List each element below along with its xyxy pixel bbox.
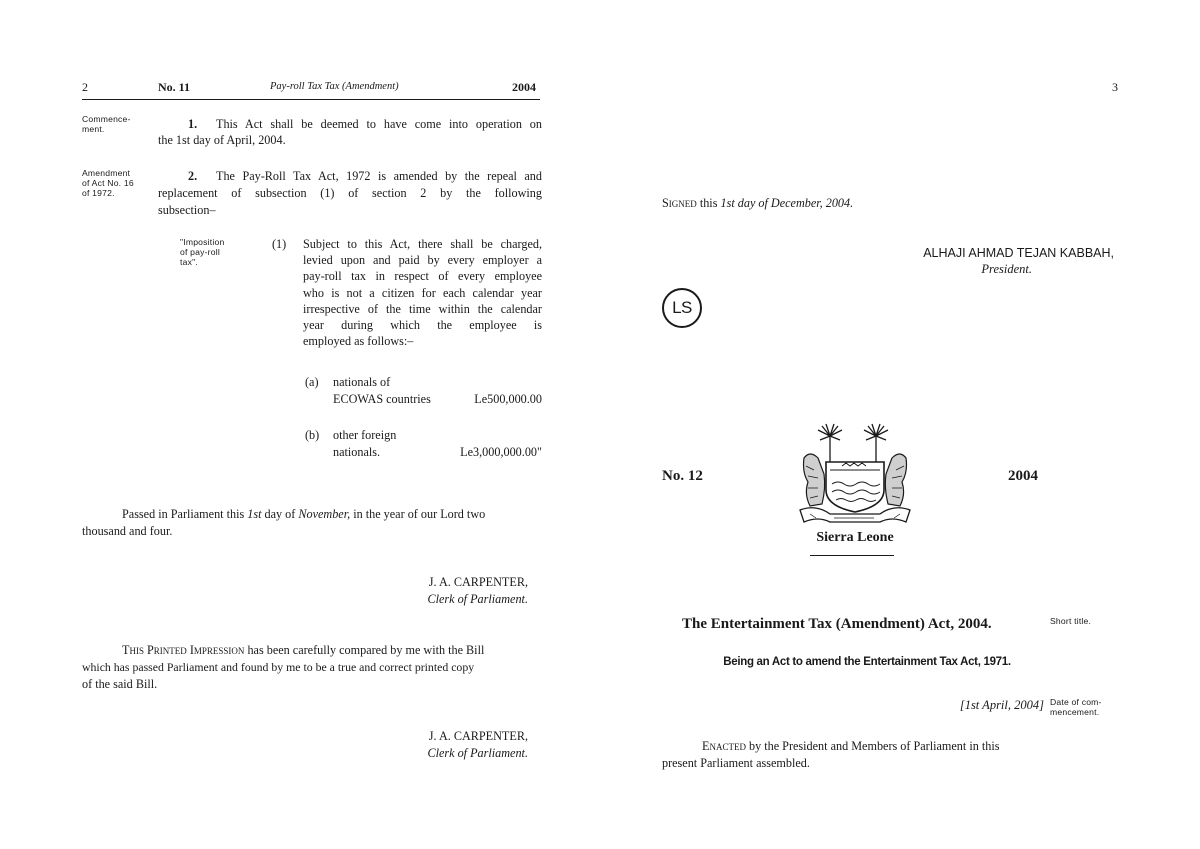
ls-seal [662,288,702,328]
subsection-line: pay-roll tax in respect of every employee [303,269,542,284]
enacting-smallcaps: Enacted [702,739,746,753]
item-a-label: (a) [305,375,319,389]
commencement-date: [1st April, 2004] [959,698,1044,712]
certification-line-3: of the said Bill. [82,677,158,691]
certification-text: has been carefully compared by me with the Bill [244,643,485,657]
margin-note-line: tax". [180,257,198,267]
section-1-line-1: This Act shall be deemed to have come into operation on [216,117,542,131]
margin-note-short-title: Short title. [1050,616,1092,626]
subsection-line: levied upon and paid by every employer a [303,253,542,268]
item-b-label: (b) [305,428,320,442]
enacting-line-2: present Parliament assembled. [662,756,810,770]
country-name: Sierra Leone [816,530,894,545]
item-a-line-2: ECOWAS countries [333,392,431,406]
margin-note-commencement-date [1050,697,1102,717]
item-b-amount: Le3,000,000.00" [460,445,542,459]
subsection-line: year during which the employee is [303,318,542,333]
subsection-line: who is not a citizen for each calendar year [303,285,542,300]
passed-month: November, [298,507,351,521]
margin-note-imposition [180,237,224,267]
margin-note-line: "Imposition [180,237,225,247]
margin-note-amendment [82,168,134,198]
signed-line [662,195,853,211]
clerk-title-1: Clerk of Parliament. [427,592,528,606]
enacting-text: by the President and Members of Parliament in this [745,739,1000,753]
signed-smallcaps: Signed [662,196,697,210]
section-number: 1. [188,117,198,131]
ls-seal-text: LS [672,298,692,317]
certification-line-2: which has passed Parliament and found by me to be a true and correct printed copy [82,660,475,674]
margin-note-line: of 1972. [82,188,115,198]
subsection-line: Subject to this Act, there shall be charged, [303,237,542,251]
page-number-left: 2 [82,80,88,94]
header-year: 2004 [512,80,536,94]
president-name: ALHAJI AHMAD TEJAN KABBAH, [923,246,1114,260]
margin-note-line: of pay-roll [180,247,220,257]
clerk-name-2: J. A. CARPENTER, [428,729,528,743]
margin-note-line: Amendment [82,168,131,178]
subsection-line: irrespective of the time within the calendar [303,301,542,316]
passed-line-2: thousand and four. [82,524,173,538]
signed-text: this [696,196,721,210]
item-b-line-1: other foreign [333,428,397,442]
header-running-title: Pay-roll Tax Tax (Amendment) [270,81,399,92]
act-year: 2004 [1008,468,1038,484]
certification-line-1 [122,642,542,658]
passed-day: 1st [247,507,262,521]
country-rule [810,555,894,556]
act-title: The Entertainment Tax (Amendment) Act, 2004. [682,616,992,632]
section-number: 2. [188,169,198,183]
header-act-number: No. 11 [158,80,191,94]
clerk-name-1: J. A. CARPENTER, [428,575,528,589]
passed-text: Passed in Parliament this [122,507,248,521]
coat-of-arms-emblem [796,418,914,528]
item-a-amount: Le500,000.00 [474,392,542,406]
margin-note-line: mencement. [1050,707,1100,717]
clerk-title-2: Clerk of Parliament. [427,746,528,760]
subsection-text [303,236,542,349]
page-number-right: 3 [1112,80,1118,94]
item-b-line-2: nationals. [333,445,381,459]
passed-line-1 [122,506,542,522]
passed-text: in the year of our Lord two [350,507,486,521]
signed-date: 1st day of December, 2004. [720,196,854,210]
section-2-line-2: replacement of subsection (1) of section 2 by the following [158,186,542,200]
margin-note-commencement [82,114,131,134]
item-a-line-1: nationals of [333,375,391,389]
header-rule [82,99,540,100]
section-1-line-2: the 1st day of April, 2004. [158,133,286,147]
margin-note-line: Date of com- [1050,697,1102,707]
section-2-line-3: subsection– [158,203,216,217]
subsection-label: (1) [272,237,287,251]
certification-smallcaps: This Printed Impression [122,643,245,657]
act-number: No. 12 [662,468,703,484]
long-title: Being an Act to amend the Entertainment Tax Act, 1971. [723,656,1011,668]
enacting-line-1 [702,738,999,754]
passed-text: day of [261,507,299,521]
margin-note-line: ment. [82,124,105,134]
president-title: President. [981,262,1032,276]
section-2-line-1: The Pay-Roll Tax Act, 1972 is amended by the repeal and [216,169,542,183]
section-1-number [188,116,197,132]
margin-note-line: Commence- [82,114,131,124]
subsection-line: employed as follows:– [303,334,414,349]
margin-note-line: of Act No. 16 [82,178,134,188]
